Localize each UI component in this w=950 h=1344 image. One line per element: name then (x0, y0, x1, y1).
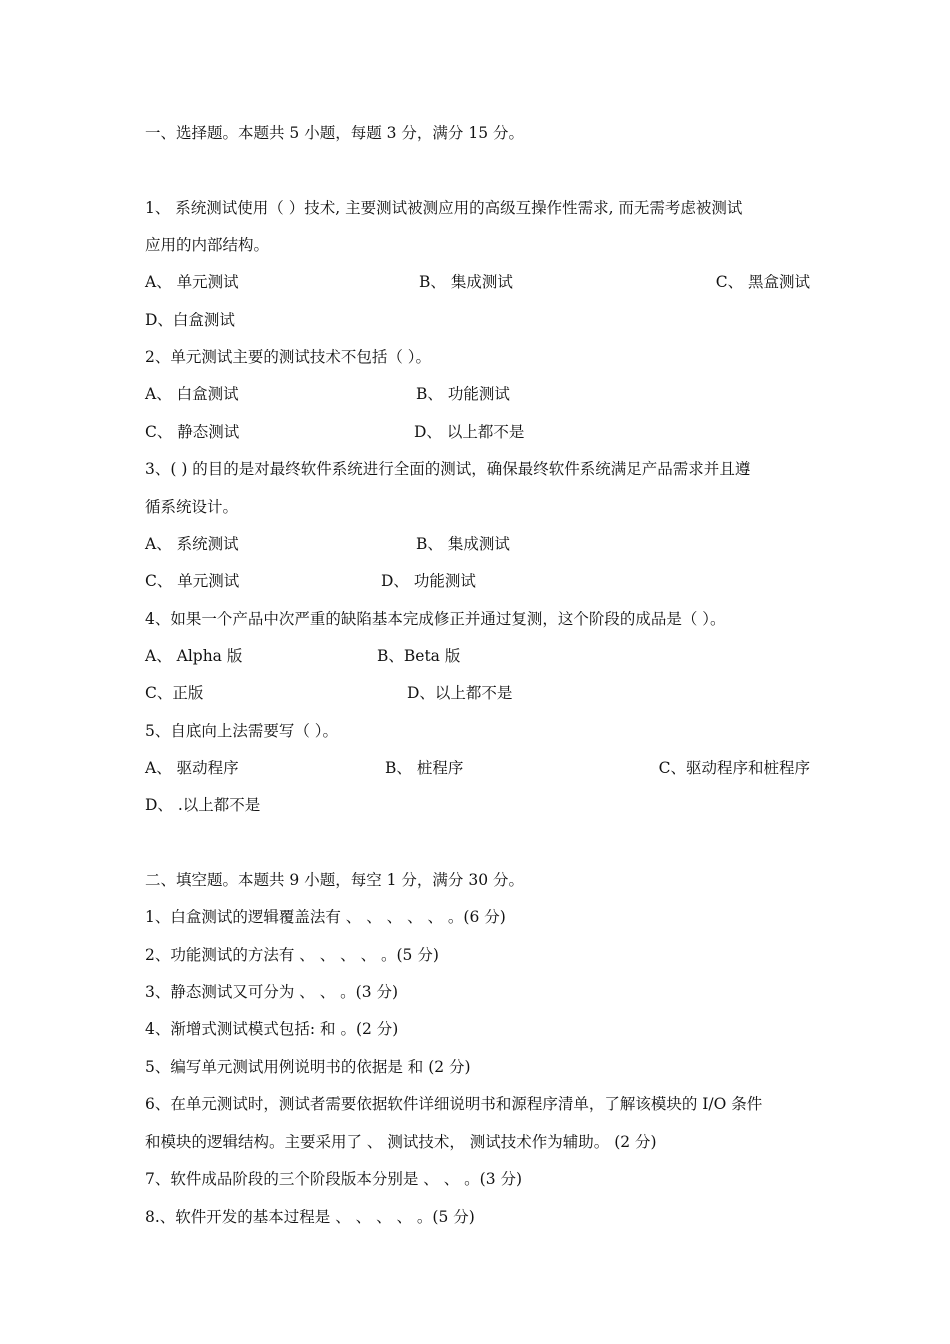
q3-text-line1: 3、( ) 的目的是对最终软件系统进行全面的测试，确保最终软件系统满足产品需求并且遵 (145, 460, 751, 478)
q3-options-row1 (145, 533, 810, 555)
q4-option-d: D、以上都不是 (407, 684, 513, 702)
q5-options-row (145, 757, 810, 779)
q3-option-b: B、 集成测试 (416, 535, 510, 553)
q2-option-d: D、 以上都不是 (414, 423, 525, 441)
fill-q3: 3、静态测试又可分为 、 、 。(3 分) (145, 983, 399, 1001)
q2-options-row1 (145, 383, 810, 405)
q5-option-d: D、 .以上都不是 (145, 796, 261, 814)
q4-option-a: A、 Alpha 版 (145, 647, 243, 665)
q3-option-d: D、 功能测试 (381, 572, 476, 590)
fill-q8: 8.、软件开发的基本过程是 、 、 、 、 。(5 分) (145, 1208, 475, 1226)
q5-option-c: C、驱动程序和桩程序 (658, 759, 810, 777)
q1-text-line2: 应用的内部结构。 (145, 236, 270, 254)
q3-text-line2: 循系统设计。 (145, 498, 239, 516)
q4-text: 4、如果一个产品中次严重的缺陷基本完成修正并通过复测，这个阶段的成品是（ ）。 (145, 610, 726, 628)
fill-q2: 2、功能测试的方法有 、 、 、 、 。(5 分) (145, 946, 439, 964)
q3-options-row2 (145, 570, 810, 592)
fill-q6-line2: 和模块的逻辑结构。主要采用了 、 测试技术， 测试技术作为辅助。 (2 分) (145, 1133, 657, 1151)
q5-option-a: A、 驱动程序 (145, 759, 239, 777)
q2-option-a: A、 白盒测试 (145, 385, 239, 403)
q3-option-c: C、 单元测试 (145, 572, 240, 590)
fill-q1: 1、白盒测试的逻辑覆盖法有 、 、 、 、 、 。(6 分) (145, 908, 506, 926)
q1-option-d: D、白盒测试 (145, 311, 235, 329)
q1-text-line1: 1、 系统测试使用（ ）技术, 主要测试被测应用的高级互操作性需求, 而无需考虑被测试 (145, 199, 743, 217)
q4-option-b: B、Beta 版 (377, 647, 461, 665)
fill-q4: 4、渐增式测试模式包括: 和 。(2 分) (145, 1020, 399, 1038)
q2-text: 2、单元测试主要的测试技术不包括（ ）。 (145, 348, 432, 366)
section2-title: 二、填空题。本题共 9 小题，每空 1 分，满分 30 分。 (145, 871, 525, 889)
q4-option-c: C、正版 (145, 684, 204, 702)
q1-option-a: A、 单元测试 (145, 273, 239, 291)
q1-options-row (145, 271, 810, 293)
q2-option-c: C、 静态测试 (145, 423, 240, 441)
q1-option-b: B、 集成测试 (419, 273, 513, 291)
q4-options-row1 (145, 645, 810, 667)
fill-q6-line1: 6、在单元测试时，测试者需要依据软件详细说明书和源程序清单，了解该模块的 I/O 条件 (145, 1095, 763, 1113)
q1-option-c: C、 黑盒测试 (715, 273, 810, 291)
q4-options-row2 (145, 682, 810, 704)
q5-option-b: B、 桩程序 (385, 759, 464, 777)
q2-options-row2 (145, 421, 810, 443)
q2-option-b: B、 功能测试 (416, 385, 510, 403)
fill-q5: 5、编写单元测试用例说明书的依据是 和 (2 分) (145, 1058, 471, 1076)
fill-q7: 7、软件成品阶段的三个阶段版本分别是 、 、 。(3 分) (145, 1170, 523, 1188)
q3-option-a: A、 系统测试 (145, 535, 239, 553)
q5-text: 5、自底向上法需要写（ ）。 (145, 722, 339, 740)
section1-title: 一、选择题。本题共 5 小题，每题 3 分，满分 15 分。 (145, 124, 525, 142)
